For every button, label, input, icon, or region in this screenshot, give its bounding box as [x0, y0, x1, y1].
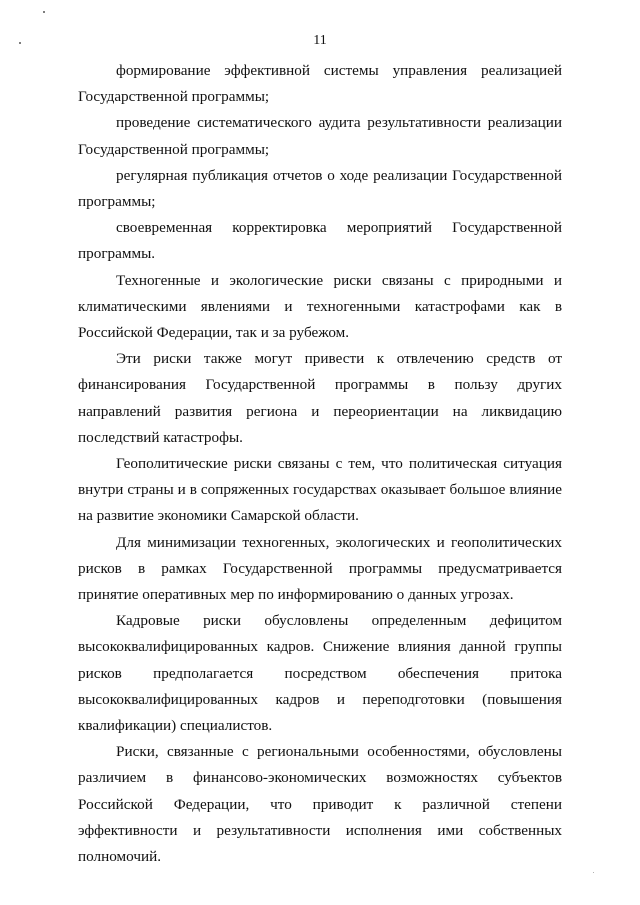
paragraph-risk-consequences: Эти риски также могут привести к отвлечению средств от финансирования Государственной программы в пользу других направлений развития региона и переориентации на ликвидацию последствий катастрофы.	[78, 350, 562, 446]
paragraph-systematic-audit: проведение систематического аудита результативности реализации Государственной программы;	[78, 114, 562, 158]
scan-speck	[593, 872, 594, 873]
document-body	[78, 58, 562, 870]
paragraph-personnel-risks: Кадровые риски обусловлены определенным дефицитом высококвалифицированных кадров. Снижение влияния данной группы рисков предполагается посредством обеспечения притока высококвалифицированных кадров и переподготовки (повышения квалификации) специалистов.	[78, 612, 562, 735]
paragraph-regional-risks: Риски, связанные с региональными особенностями, обусловлены различием в финансово-экономических возможностях субъектов Российской Федерации, что приводит к различной степени эффективности и результативности исполнения ими собственных полномочий.	[78, 743, 562, 866]
paragraph-geopolitical-risks: Геополитические риски связаны с тем, что политическая ситуация внутри страны и в сопряженных государствах оказывает большое влияние на развитие экономики Самарской области.	[78, 455, 562, 525]
paragraph-audit-efficiency-system: формирование эффективной системы управления реализацией Государственной программы;	[78, 62, 562, 106]
paragraph-technogenic-risks: Техногенные и экологические риски связаны с природными и климатическими явлениями и техногенными катастрофами как в Российской Федерации, так и за рубежом.	[78, 271, 562, 342]
scan-speck	[43, 11, 45, 13]
paragraph-risk-minimization: Для минимизации техногенных, экологических и геополитических рисков в рамках Государственной программы предусматривается принятие оперативных мер по информированию о данных угрозах.	[78, 533, 562, 604]
paragraph-regular-reports: регулярная публикация отчетов о ходе реализации Государственной программы;	[78, 166, 562, 211]
paragraph-timely-adjustment: своевременная корректировка мероприятий Государственной программы.	[78, 219, 562, 263]
page-number: 11	[313, 33, 327, 48]
